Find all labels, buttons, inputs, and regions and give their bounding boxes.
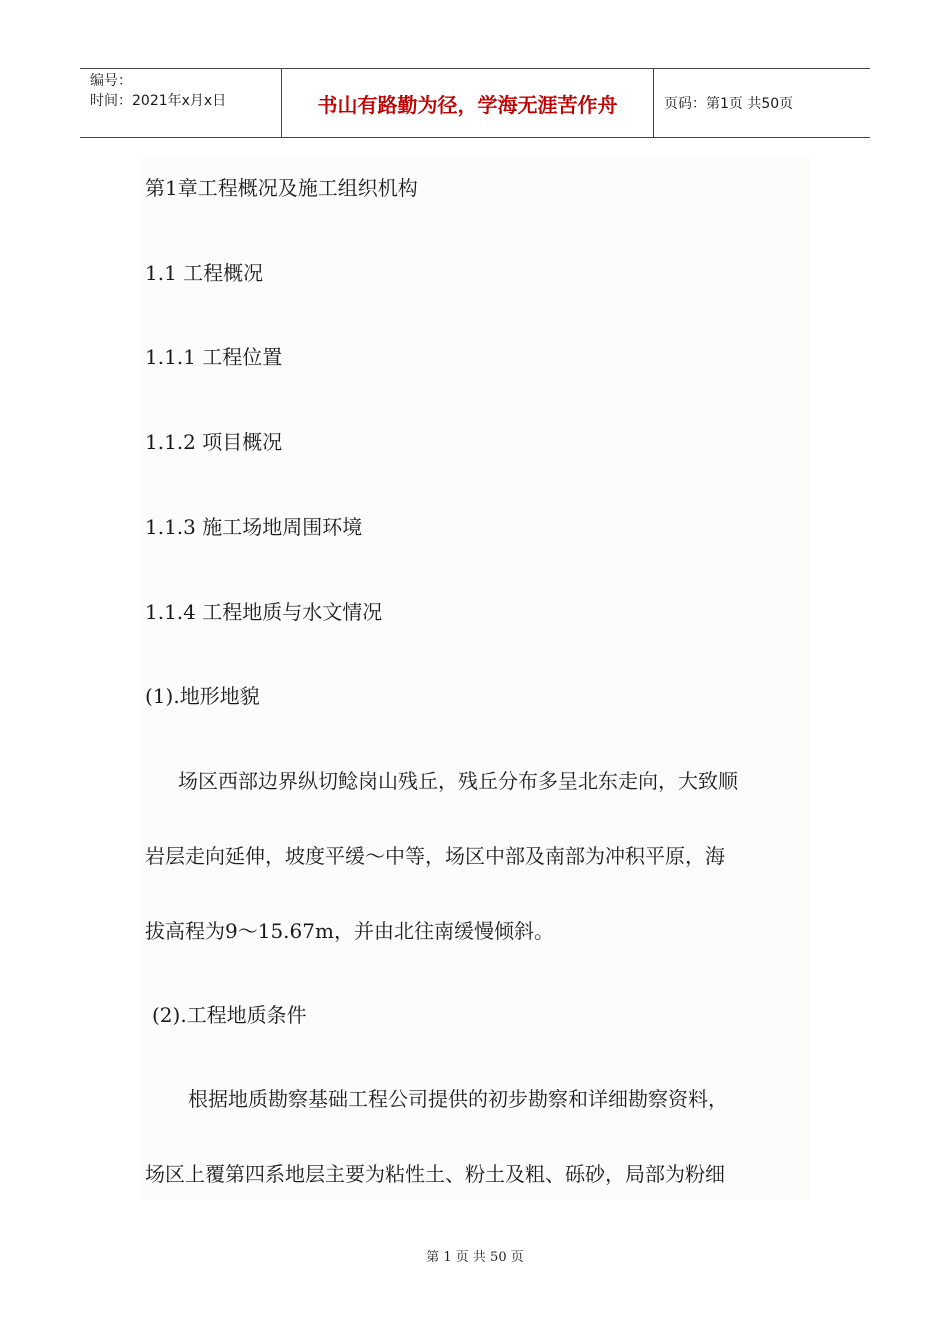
subsection-heading: 1.1.2 项目概况 — [145, 430, 283, 454]
number-label: 编号： — [90, 73, 132, 89]
subsection-heading: 1.1.3 施工场地周围环境 — [145, 515, 363, 539]
subsection-heading: 1.1.1 工程位置 — [145, 345, 283, 369]
item-heading: (2).工程地质条件 — [152, 1003, 307, 1027]
paragraph-line: 根据地质勘察基础工程公司提供的初步勘察和详细勘察资料， — [188, 1087, 728, 1111]
header-meta — [80, 69, 282, 137]
subsection-heading: 1.1.4 工程地质与水文情况 — [145, 600, 383, 624]
chapter-title: 第1章工程概况及施工组织机构 — [145, 176, 418, 200]
paragraph-line: 场区西部边界纵切鲶岗山残丘，残丘分布多呈北东走向，大致顺 — [178, 769, 738, 793]
header-motto: 书山有路勤为径，学海无涯苦作舟 — [282, 69, 654, 137]
paragraph-line: 场区上覆第四系地层主要为粘性土、粉土及粗、砾砂，局部为粉细 — [145, 1162, 725, 1186]
item-heading: (1).地形地貌 — [145, 684, 260, 708]
paragraph-line: 岩层走向延伸，坡度平缓～中等，场区中部及南部为冲积平原，海 — [145, 844, 725, 868]
section-heading: 1.1 工程概况 — [145, 261, 264, 285]
header-page-info: 页码：第1页 共50页 — [664, 96, 794, 112]
paragraph-line: 拔高程为9～15.67m，并由北往南缓慢倾斜。 — [145, 919, 554, 943]
document-header — [80, 68, 870, 138]
content-area — [140, 158, 810, 1200]
page-footer: 第 1 页 共 50 页 — [426, 1250, 524, 1265]
date-label: 时间：2021年x月x日 — [90, 93, 227, 109]
